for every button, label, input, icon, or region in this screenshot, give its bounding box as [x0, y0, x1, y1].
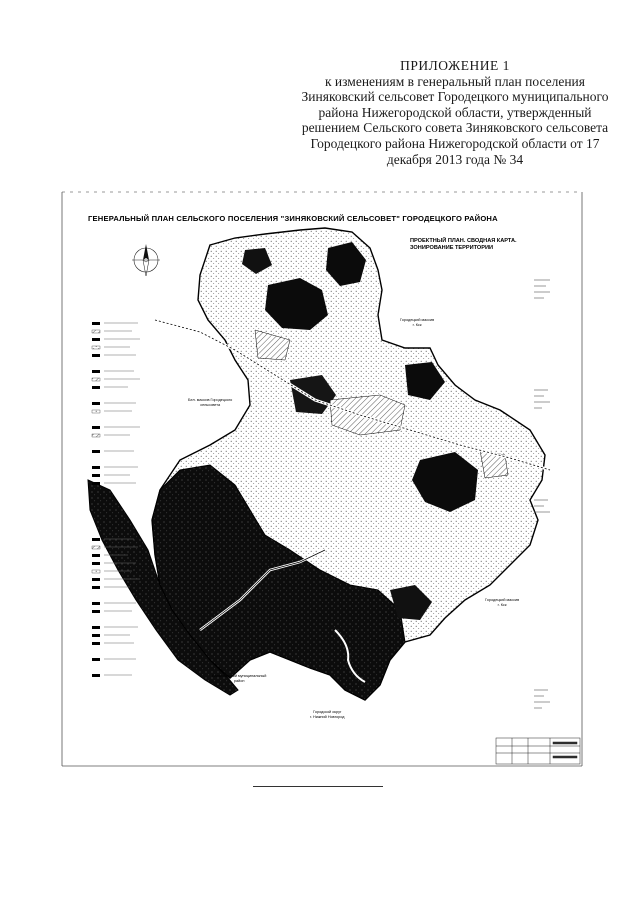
label-southeast	[310, 710, 344, 719]
label-south-line-2: район	[233, 678, 245, 683]
legend-right	[534, 280, 550, 708]
appendix-line-6: декабря 2013 года № 34	[386, 151, 524, 167]
label-northeast-line-2: г. Кск	[412, 322, 422, 327]
label-east-line-1: Городецкий массив	[485, 598, 520, 602]
label-northeast	[400, 318, 434, 327]
map-sheet	[60, 190, 584, 770]
appendix-title: ПРИЛОЖЕНИЕ 1	[400, 58, 510, 73]
appendix-line-4: решением Сельского совета Зиняковского сельсовета	[301, 120, 609, 136]
label-northeast-line-1: Городецкий массив	[400, 318, 435, 322]
appendix-line-5: Городецкого района Нижегородской области от 17	[310, 135, 600, 151]
appendix-line-1: к изменениям в генеральный план поселения	[325, 73, 585, 89]
label-west-line-2: сельсовета	[200, 402, 221, 407]
footnote-rule	[253, 786, 383, 787]
appendix-line-2: Зиняковский сельсовет Городецкого муниципального	[301, 89, 609, 105]
title-block-stamp	[496, 738, 580, 764]
label-west	[188, 398, 232, 407]
appendix-heading	[290, 58, 620, 167]
label-west-line-1: Бел. массив Городецкого	[188, 398, 233, 402]
label-east-line-2: г. Кск	[497, 602, 507, 607]
map-drawing	[60, 190, 584, 770]
label-southeast-line-1: Городской округ	[313, 710, 342, 714]
map-title: ГЕНЕРАЛЬНЫЙ ПЛАН СЕЛЬСКОГО ПОСЕЛЕНИЯ "ЗИНЯКОВСКИЙ СЕЛЬСОВЕТ" ГОРОДЕЦКОГО РАЙОНА	[88, 214, 498, 223]
label-east	[485, 598, 519, 607]
label-south-line-1: Балахнинский муниципальный	[212, 674, 267, 678]
label-southeast-line-2: г. Нижний Новгород	[310, 714, 345, 719]
north-arrow-icon	[132, 244, 160, 276]
map-subtitle-line-1: ПРОЕКТНЫЙ ПЛАН. СВОДНАЯ КАРТА.	[410, 238, 517, 244]
appendix-line-3: района Нижегородской области, утвержденный	[318, 104, 592, 120]
map-subtitle-line-2: ЗОНИРОВАНИЕ ТЕРРИТОРИИ	[410, 245, 494, 251]
label-south	[212, 674, 266, 683]
map-subtitle	[410, 238, 570, 252]
